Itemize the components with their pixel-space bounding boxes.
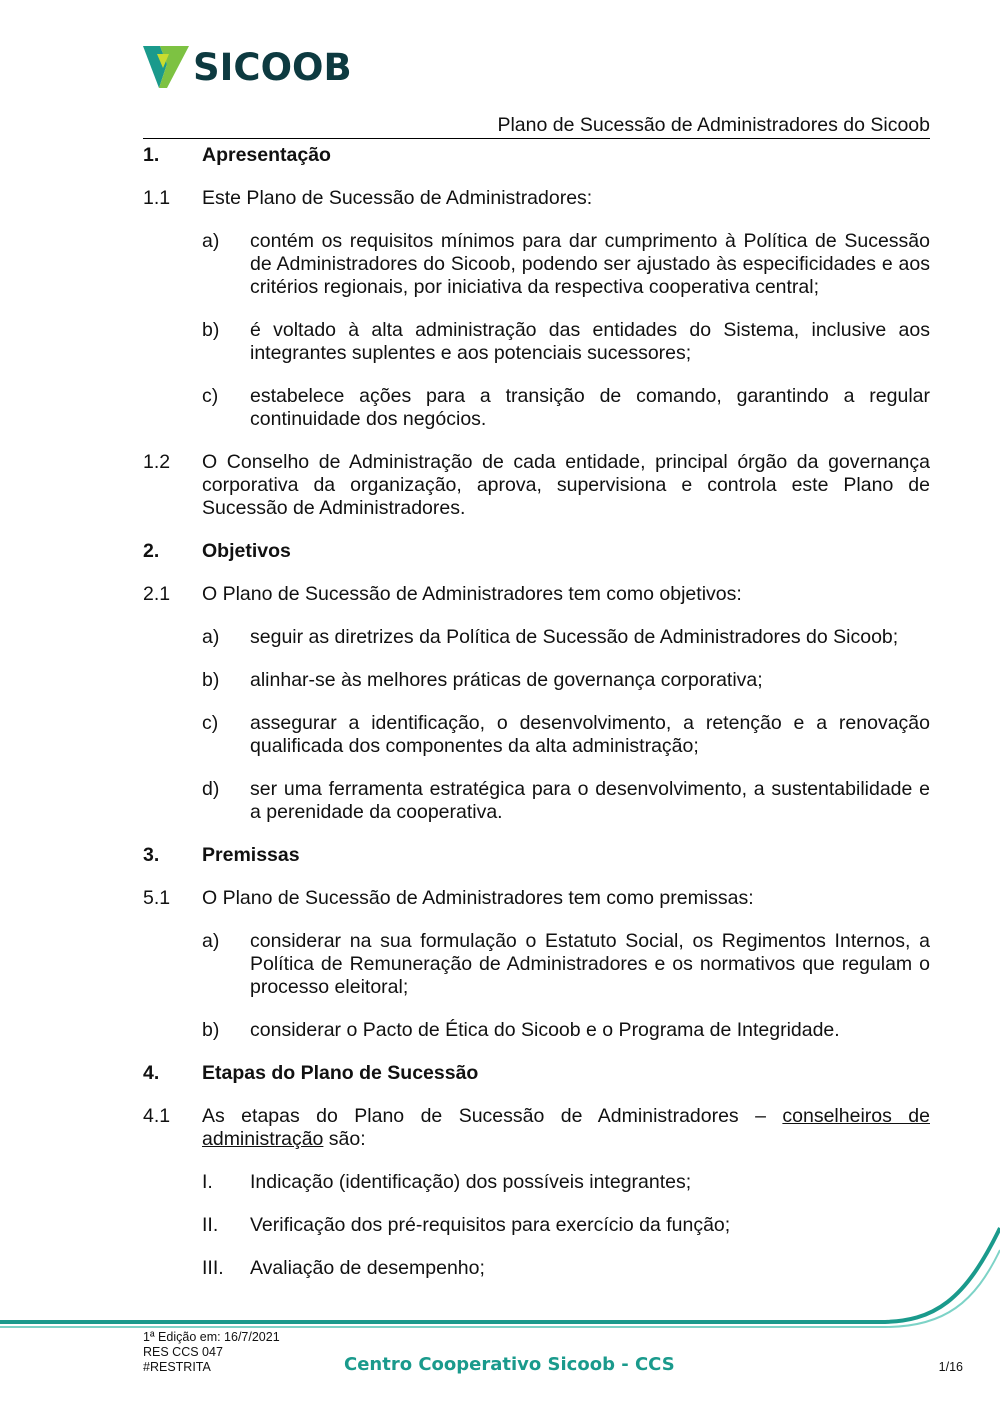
paragraph: 4.1 As etapas do Plano de Sucessão de Administradores – conselheiros de administração são:	[143, 1105, 930, 1150]
document-title: Plano de Sucessão de Administradores do Sicoob	[497, 114, 930, 136]
footer-organization: Centro Cooperativo Sicoob - CCS	[344, 1354, 675, 1375]
list-item: b) é voltado à alta administração das entidades do Sistema, inclusive aos integrantes suplentes e aos potenciais sucessores;	[202, 319, 930, 364]
resolution-code: RES CCS 047	[143, 1345, 223, 1359]
section-heading: 4. Etapas do Plano de Sucessão	[143, 1062, 479, 1084]
footer-curve-decoration	[0, 1220, 1000, 1330]
sicoob-logo	[143, 44, 352, 90]
list-item: b) alinhar-se às melhores práticas de governança corporativa;	[202, 669, 763, 691]
list-item: b) considerar o Pacto de Ética do Sicoob e o Programa de Integridade.	[202, 1019, 840, 1041]
paragraph: 2.1 O Plano de Sucessão de Administradores tem como objetivos:	[143, 583, 742, 605]
page-number: 1/16	[938, 1360, 963, 1374]
list-item: II. Verificação dos pré-requisitos para exercício da função;	[202, 1214, 731, 1236]
header-rule	[143, 138, 930, 139]
paragraph: 1.1 Este Plano de Sucessão de Administradores:	[143, 187, 593, 209]
classification: #RESTRITA	[143, 1360, 211, 1374]
list-item: c) estabelece ações para a transição de comando, garantindo a regular continuidade dos negócios.	[202, 385, 930, 430]
paragraph: 5.1 O Plano de Sucessão de Administradores tem como premissas:	[143, 887, 754, 909]
logo-text: SICOOB	[193, 45, 352, 89]
section-heading: 1. Apresentação	[143, 144, 331, 166]
sicoob-logo-icon	[143, 44, 189, 90]
list-item: a) considerar na sua formulação o Estatuto Social, os Regimentos Internos, a Política de Remuneração de Administradores e os normativos que regulam o processo eleitoral;	[202, 930, 930, 998]
list-item: III. Avaliação de desempenho;	[202, 1257, 485, 1279]
document-body	[143, 144, 930, 1280]
section-heading: 2. Objetivos	[143, 540, 291, 562]
section-heading: 3. Premissas	[143, 844, 300, 866]
list-item: a) contém os requisitos mínimos para dar cumprimento à Política de Sucessão de Administradores do Sicoob, podendo ser ajustado às especificidades e aos critérios regionais, por iniciativa da respectiva cooperativa central;	[202, 230, 930, 298]
edition-date: 1ª Edição em: 16/7/2021	[143, 1330, 280, 1344]
paragraph: 1.2 O Conselho de Administração de cada entidade, principal órgão da governança corporativa da organização, aprova, supervisiona e controla este Plano de Sucessão de Administradores.	[143, 451, 930, 519]
list-item: a) seguir as diretrizes da Política de Sucessão de Administradores do Sicoob;	[202, 626, 899, 648]
list-item: I. Indicação (identificação) dos possíveis integrantes;	[202, 1171, 692, 1193]
footer-metadata	[143, 1330, 280, 1375]
underlined-term: conselheiros de administração	[202, 1105, 930, 1150]
list-item: c) assegurar a identificação, o desenvolvimento, a retenção e a renovação qualificada dos componentes da alta administração;	[202, 712, 930, 757]
list-item: d) ser uma ferramenta estratégica para o desenvolvimento, a sustentabilidade e a perenidade da cooperativa.	[202, 778, 930, 823]
